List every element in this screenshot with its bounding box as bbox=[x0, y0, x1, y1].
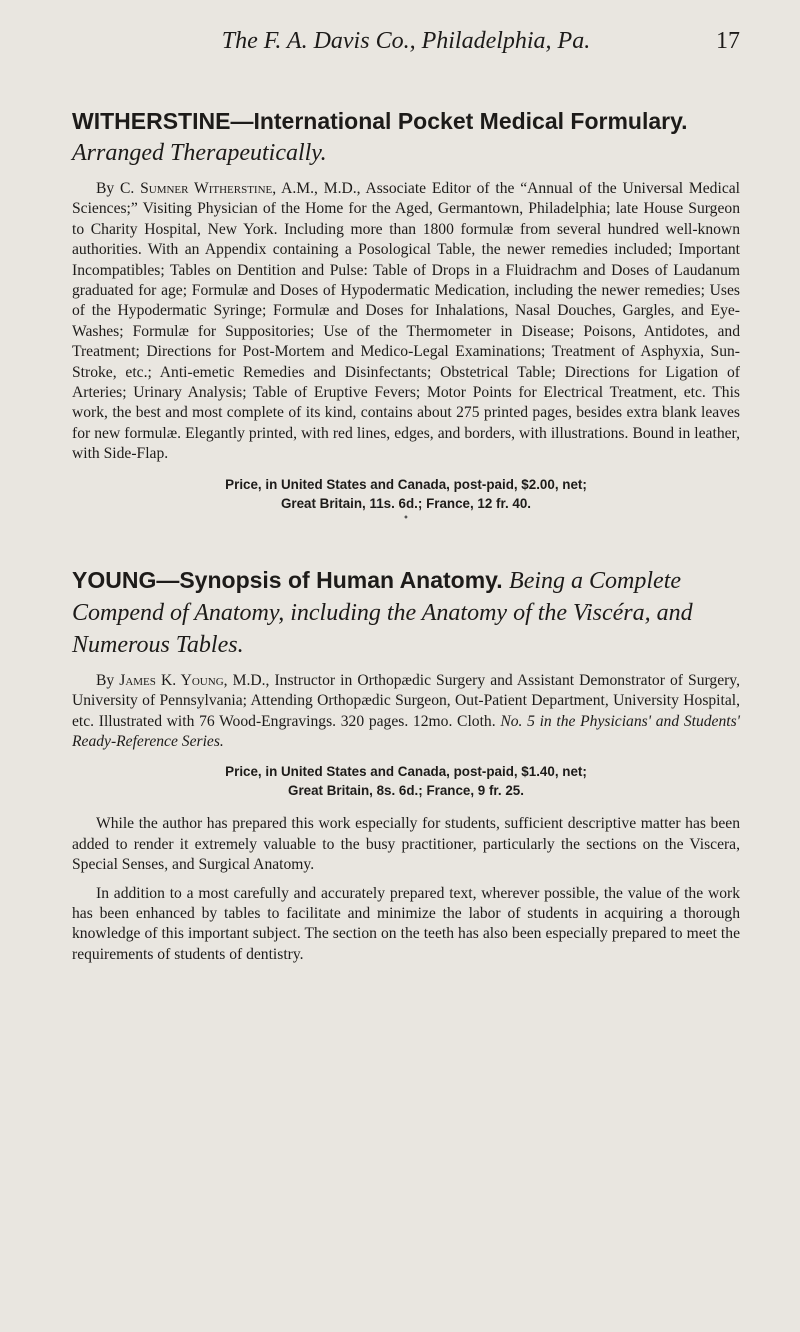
body-paragraph: In addition to a most carefully and accurately prepared text, wherever possible, the value of the work has been enhanced by tables to facilitate and minimize the labor of students in acquiring a thorough knowledge of this important subject. The section on the teeth has also been especially prepared to meet the requirements of students of dentistry. bbox=[72, 884, 740, 963]
entry-title bbox=[72, 565, 740, 661]
author-name: C. Sumner Witherstine bbox=[120, 180, 273, 197]
price-line-us: Price, in United States and Canada, post-paid, $2.00, net; bbox=[225, 476, 587, 492]
book-entry-witherstine bbox=[72, 106, 740, 525]
price-line-foreign: Great Britain, 11s. 6d.; France, 12 fr. 40. bbox=[280, 495, 532, 511]
entry-description bbox=[72, 671, 740, 753]
author-prefix: By bbox=[96, 180, 120, 197]
description-text: , M.D., Instructor in Orthopædic Surgery and Assistant Demonstrator of Surgery, University of Pennsylvania; Attending Orthopædic Surgeon, Out-Patient Department, University Hospital, etc. Illustrated with 76 Wood-Engravings. 320 pages. 12mo. Cloth. bbox=[72, 671, 740, 730]
description-text: , A.M., M.D., Associate Editor of the “Annual of the Universal Medical Sciences;” Visiting Physician of the Home for the Aged, Germantown, Philadelphia; late House Surgeon to Charity Hospital, New York. Including more than 1800 formulæ from several hundred well-known authorities. With an Appendix containing a Posological Table, the newer remedies included; Important Incompatibles; Tables on Dentition and Pulse: Table of Drops in a Fluidrachm and Doses of Laudanum graduated for age; Formulæ and Doses of Hypodermatic Medication, including the newer remedies; Uses of the Hypodermatic Syringe; Formulæ and Doses for Inhalations, Nasal Douches, Gargles, and Eye-Washes; Formulæ for Suppositories; Use of the Thermometer in Disease; Poisons, Antidotes, and Treatment; Directions for Post-Mortem and Medico-Legal Examinations; Treatment of Asphyxia, Sun-Stroke, etc.; Anti-emetic Remedies and Disinfectants; Obstetrical Table; Directions for Ligation of Arteries; Urinary Analysis; Table of Eruptive Fevers; Motor Points for Electrical Treatment, etc. This work, the best and most complete of its kind, contains about 275 printed pages, besides extra blank leaves for new formulæ. Elegantly printed, with red lines, edges, and borders, with illustrations. Bound in leather, with Side-Flap. bbox=[72, 180, 740, 463]
entry-title-subtitle: Arranged Therapeutically. bbox=[72, 140, 327, 166]
body-paragraph: While the author has prepared this work especially for students, sufficient descriptive matter has been added to render it extremely valuable to the busy practitioner, particularly the sections on the Viscera, Special Senses, and Surgical Anatomy. bbox=[72, 815, 740, 874]
entry-title-main: YOUNG—Synopsis of Human Anatomy. bbox=[72, 566, 503, 593]
running-head bbox=[72, 22, 740, 68]
entry-title-subtitle: Being a Complete Compend of Anatomy, including the Anatomy of the Viscéra, and Numerous Tables. bbox=[72, 567, 693, 658]
series-note: No. 5 in the Physicians' and Students' Ready-Reference Series. bbox=[72, 712, 740, 750]
price-line-us: Price, in United States and Canada, post-paid, $1.40, net; bbox=[225, 764, 587, 780]
author-prefix: By bbox=[96, 671, 120, 689]
page-number: 17 bbox=[716, 28, 740, 54]
price-block bbox=[72, 762, 740, 800]
author-name: James K. Young bbox=[119, 671, 224, 689]
running-head-title: The F. A. Davis Co., Philadelphia, Pa. bbox=[221, 28, 591, 54]
ornament-dot: • bbox=[403, 512, 409, 524]
entry-description bbox=[72, 179, 740, 465]
price-line-foreign: Great Britain, 8s. 6d.; France, 9 fr. 25. bbox=[288, 783, 524, 799]
price-block bbox=[72, 475, 740, 513]
book-entry-young bbox=[72, 565, 740, 965]
entry-title-main: WITHERSTINE—International Pocket Medical Formulary. bbox=[72, 108, 688, 134]
entry-title bbox=[72, 106, 740, 169]
